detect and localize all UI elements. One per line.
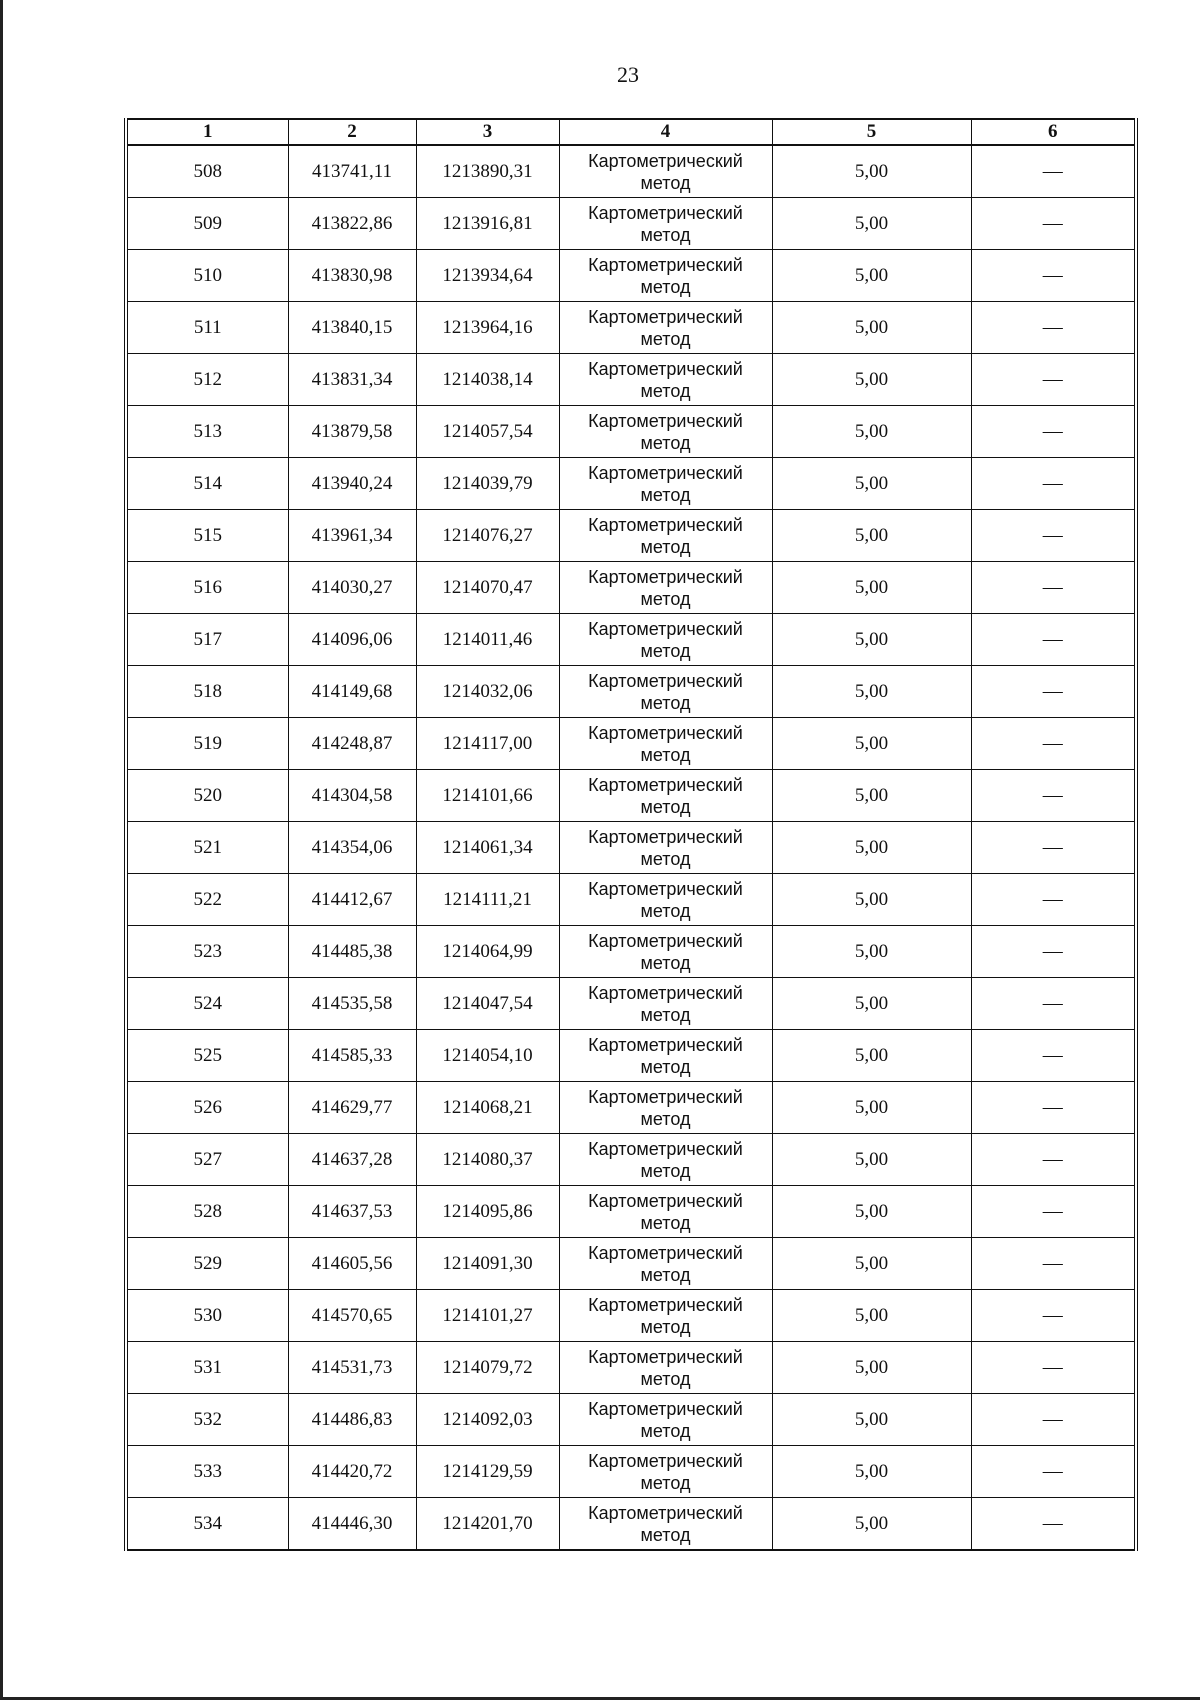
y-coordinate-cell: 1214095,86 [416,1186,559,1238]
note-cell: — [971,1134,1136,1186]
accuracy-cell: 5,00 [772,978,971,1030]
method-cell [559,510,772,562]
accuracy-cell: 5,00 [772,354,971,406]
x-coordinate-cell: 414149,68 [288,666,416,718]
table-row [126,250,1136,302]
method-line-2: метод [640,1160,691,1181]
table-row [126,1030,1136,1082]
x-coordinate-cell: 413822,86 [288,198,416,250]
method-line-2: метод [640,432,691,453]
accuracy-cell: 5,00 [772,1134,971,1186]
accuracy-cell: 5,00 [772,145,971,198]
table-row [126,1342,1136,1394]
point-number-cell: 517 [126,614,288,666]
accuracy-cell: 5,00 [772,874,971,926]
table-row [126,666,1136,718]
table-row [126,1238,1136,1290]
method-cell [559,1394,772,1446]
method-line-1: Картометрический [588,1294,743,1315]
table-row [126,874,1136,926]
table-row [126,406,1136,458]
method-line-1: Картометрический [588,1346,743,1367]
accuracy-cell: 5,00 [772,1082,971,1134]
x-coordinate-cell: 414420,72 [288,1446,416,1498]
method-line-1: Картометрический [588,1450,743,1471]
point-number-cell: 526 [126,1082,288,1134]
y-coordinate-cell: 1213964,16 [416,302,559,354]
point-number-cell: 525 [126,1030,288,1082]
method-cell [559,770,772,822]
point-number-cell: 509 [126,198,288,250]
method-cell [559,562,772,614]
point-number-cell: 527 [126,1134,288,1186]
accuracy-cell: 5,00 [772,1186,971,1238]
note-cell: — [971,1290,1136,1342]
accuracy-cell: 5,00 [772,822,971,874]
accuracy-cell: 5,00 [772,926,971,978]
method-cell [559,198,772,250]
y-coordinate-cell: 1213890,31 [416,145,559,198]
accuracy-cell: 5,00 [772,614,971,666]
y-coordinate-cell: 1214057,54 [416,406,559,458]
note-cell: — [971,1082,1136,1134]
method-line-2: метод [640,224,691,245]
y-coordinate-cell: 1214080,37 [416,1134,559,1186]
point-number-cell: 512 [126,354,288,406]
note-cell: — [971,614,1136,666]
note-cell: — [971,354,1136,406]
point-number-cell: 523 [126,926,288,978]
method-line-1: Картометрический [588,930,743,951]
accuracy-cell: 5,00 [772,666,971,718]
x-coordinate-cell: 413741,11 [288,145,416,198]
table-row [126,1394,1136,1446]
method-line-2: метод [640,900,691,921]
method-cell [559,1238,772,1290]
x-coordinate-cell: 414354,06 [288,822,416,874]
y-coordinate-cell: 1214076,27 [416,510,559,562]
y-coordinate-cell: 1214117,00 [416,718,559,770]
note-cell: — [971,1394,1136,1446]
table-row [126,718,1136,770]
note-cell: — [971,250,1136,302]
point-number-cell: 533 [126,1446,288,1498]
method-cell [559,1186,772,1238]
accuracy-cell: 5,00 [772,1394,971,1446]
x-coordinate-cell: 414585,33 [288,1030,416,1082]
y-coordinate-cell: 1214079,72 [416,1342,559,1394]
note-cell: — [971,406,1136,458]
x-coordinate-cell: 413830,98 [288,250,416,302]
method-line-1: Картометрический [588,254,743,275]
table-row [126,770,1136,822]
x-coordinate-cell: 414637,28 [288,1134,416,1186]
method-cell [559,1030,772,1082]
accuracy-cell: 5,00 [772,302,971,354]
header-col-5: 5 [772,119,971,145]
method-line-2: метод [640,1056,691,1077]
method-cell [559,718,772,770]
method-line-2: метод [640,1472,691,1493]
y-coordinate-cell: 1214092,03 [416,1394,559,1446]
x-coordinate-cell: 413831,34 [288,354,416,406]
accuracy-cell: 5,00 [772,510,971,562]
method-cell [559,926,772,978]
method-line-2: метод [640,692,691,713]
accuracy-cell: 5,00 [772,406,971,458]
y-coordinate-cell: 1214091,30 [416,1238,559,1290]
table-body [126,145,1136,1550]
accuracy-cell: 5,00 [772,198,971,250]
method-line-1: Картометрический [588,410,743,431]
method-line-1: Картометрический [588,1034,743,1055]
method-cell [559,354,772,406]
method-line-2: метод [640,1524,691,1545]
table-header [126,119,1136,145]
method-line-2: метод [640,848,691,869]
accuracy-cell: 5,00 [772,458,971,510]
x-coordinate-cell: 414030,27 [288,562,416,614]
point-number-cell: 524 [126,978,288,1030]
point-number-cell: 518 [126,666,288,718]
point-number-cell: 521 [126,822,288,874]
note-cell: — [971,1238,1136,1290]
header-col-3: 3 [416,119,559,145]
table-row [126,198,1136,250]
note-cell: — [971,510,1136,562]
y-coordinate-cell: 1214101,27 [416,1290,559,1342]
method-line-2: метод [640,588,691,609]
method-line-2: метод [640,796,691,817]
table-row [126,562,1136,614]
x-coordinate-cell: 414629,77 [288,1082,416,1134]
y-coordinate-cell: 1214061,34 [416,822,559,874]
method-line-1: Картометрический [588,462,743,483]
x-coordinate-cell: 414096,06 [288,614,416,666]
table-row [126,614,1136,666]
x-coordinate-cell: 414412,67 [288,874,416,926]
note-cell: — [971,1342,1136,1394]
table-row [126,978,1136,1030]
x-coordinate-cell: 414485,38 [288,926,416,978]
method-line-1: Картометрический [588,722,743,743]
method-line-1: Картометрический [588,566,743,587]
accuracy-cell: 5,00 [772,1290,971,1342]
note-cell: — [971,718,1136,770]
y-coordinate-cell: 1214047,54 [416,978,559,1030]
point-number-cell: 508 [126,145,288,198]
method-line-2: метод [640,276,691,297]
note-cell: — [971,874,1136,926]
x-coordinate-cell: 414248,87 [288,718,416,770]
table-row [126,1134,1136,1186]
x-coordinate-cell: 414486,83 [288,1394,416,1446]
point-number-cell: 516 [126,562,288,614]
method-line-1: Картометрический [588,1502,743,1523]
point-number-cell: 510 [126,250,288,302]
page-number: 23 [617,62,639,87]
note-cell: — [971,1186,1136,1238]
y-coordinate-cell: 1214068,21 [416,1082,559,1134]
y-coordinate-cell: 1214129,59 [416,1446,559,1498]
method-line-1: Картометрический [588,306,743,327]
method-cell [559,1134,772,1186]
note-cell: — [971,1446,1136,1498]
method-line-1: Картометрический [588,982,743,1003]
method-cell [559,1290,772,1342]
y-coordinate-cell: 1214039,79 [416,458,559,510]
x-coordinate-cell: 414535,58 [288,978,416,1030]
note-cell: — [971,1498,1136,1551]
y-coordinate-cell: 1213916,81 [416,198,559,250]
header-col-4: 4 [559,119,772,145]
method-cell [559,302,772,354]
table-row [126,1082,1136,1134]
note-cell: — [971,198,1136,250]
method-cell [559,1446,772,1498]
method-cell [559,406,772,458]
note-cell: — [971,666,1136,718]
accuracy-cell: 5,00 [772,1342,971,1394]
point-number-cell: 532 [126,1394,288,1446]
table-row [126,1498,1136,1551]
table-row [126,354,1136,406]
method-line-1: Картометрический [588,150,743,171]
method-line-2: метод [640,640,691,661]
point-number-cell: 520 [126,770,288,822]
method-cell [559,822,772,874]
header-col-1: 1 [126,119,288,145]
point-number-cell: 530 [126,1290,288,1342]
point-number-cell: 513 [126,406,288,458]
note-cell: — [971,822,1136,874]
x-coordinate-cell: 414570,65 [288,1290,416,1342]
method-line-2: метод [640,536,691,557]
accuracy-cell: 5,00 [772,562,971,614]
note-cell: — [971,302,1136,354]
point-number-cell: 531 [126,1342,288,1394]
method-line-1: Картометрический [588,1086,743,1107]
point-number-cell: 514 [126,458,288,510]
method-line-1: Картометрический [588,1398,743,1419]
accuracy-cell: 5,00 [772,1030,971,1082]
table-row [126,302,1136,354]
x-coordinate-cell: 413940,24 [288,458,416,510]
y-coordinate-cell: 1214038,14 [416,354,559,406]
note-cell: — [971,978,1136,1030]
accuracy-cell: 5,00 [772,718,971,770]
table-row [126,926,1136,978]
method-cell [559,1342,772,1394]
method-line-1: Картометрический [588,774,743,795]
note-cell: — [971,562,1136,614]
point-number-cell: 511 [126,302,288,354]
header-col-2: 2 [288,119,416,145]
point-number-cell: 519 [126,718,288,770]
point-number-cell: 522 [126,874,288,926]
header-col-6: 6 [971,119,1136,145]
note-cell: — [971,770,1136,822]
header-row [126,119,1136,145]
table-row [126,145,1136,198]
x-coordinate-cell: 413961,34 [288,510,416,562]
accuracy-cell: 5,00 [772,1498,971,1551]
method-line-2: метод [640,952,691,973]
y-coordinate-cell: 1214032,06 [416,666,559,718]
method-cell [559,250,772,302]
note-cell: — [971,458,1136,510]
x-coordinate-cell: 413840,15 [288,302,416,354]
accuracy-cell: 5,00 [772,250,971,302]
table-row [126,458,1136,510]
method-line-2: метод [640,1264,691,1285]
x-coordinate-cell: 414531,73 [288,1342,416,1394]
method-line-2: метод [640,1368,691,1389]
table-row [126,1290,1136,1342]
note-cell: — [971,926,1136,978]
method-cell [559,614,772,666]
method-line-1: Картометрический [588,670,743,691]
accuracy-cell: 5,00 [772,1238,971,1290]
method-line-2: метод [640,1108,691,1129]
method-cell [559,1498,772,1551]
point-number-cell: 534 [126,1498,288,1551]
method-line-2: метод [640,328,691,349]
accuracy-cell: 5,00 [772,1446,971,1498]
point-number-cell: 515 [126,510,288,562]
point-number-cell: 529 [126,1238,288,1290]
method-line-2: метод [640,380,691,401]
method-line-2: метод [640,172,691,193]
method-line-1: Картометрический [588,514,743,535]
method-cell [559,978,772,1030]
method-line-1: Картометрический [588,826,743,847]
method-line-2: метод [640,484,691,505]
table-row [126,822,1136,874]
x-coordinate-cell: 414637,53 [288,1186,416,1238]
y-coordinate-cell: 1214011,46 [416,614,559,666]
method-cell [559,666,772,718]
method-line-2: метод [640,1212,691,1233]
scan-left-edge [0,0,3,1700]
note-cell: — [971,145,1136,198]
table-row [126,510,1136,562]
y-coordinate-cell: 1214201,70 [416,1498,559,1551]
method-line-1: Картометрический [588,202,743,223]
x-coordinate-cell: 414446,30 [288,1498,416,1551]
table-row [126,1186,1136,1238]
accuracy-cell: 5,00 [772,770,971,822]
y-coordinate-cell: 1214064,99 [416,926,559,978]
method-line-1: Картометрический [588,1190,743,1211]
point-number-cell: 528 [126,1186,288,1238]
x-coordinate-cell: 414605,56 [288,1238,416,1290]
coordinates-table [124,118,1138,1551]
method-cell [559,145,772,198]
method-line-2: метод [640,1004,691,1025]
method-line-1: Картометрический [588,1242,743,1263]
method-line-1: Картометрический [588,618,743,639]
y-coordinate-cell: 1214054,10 [416,1030,559,1082]
method-cell [559,874,772,926]
method-cell [559,1082,772,1134]
method-cell [559,458,772,510]
y-coordinate-cell: 1214101,66 [416,770,559,822]
y-coordinate-cell: 1214070,47 [416,562,559,614]
method-line-1: Картометрический [588,358,743,379]
x-coordinate-cell: 413879,58 [288,406,416,458]
x-coordinate-cell: 414304,58 [288,770,416,822]
method-line-2: метод [640,1420,691,1441]
y-coordinate-cell: 1214111,21 [416,874,559,926]
method-line-2: метод [640,1316,691,1337]
method-line-2: метод [640,744,691,765]
method-line-1: Картометрический [588,878,743,899]
note-cell: — [971,1030,1136,1082]
table-row [126,1446,1136,1498]
method-line-1: Картометрический [588,1138,743,1159]
y-coordinate-cell: 1213934,64 [416,250,559,302]
